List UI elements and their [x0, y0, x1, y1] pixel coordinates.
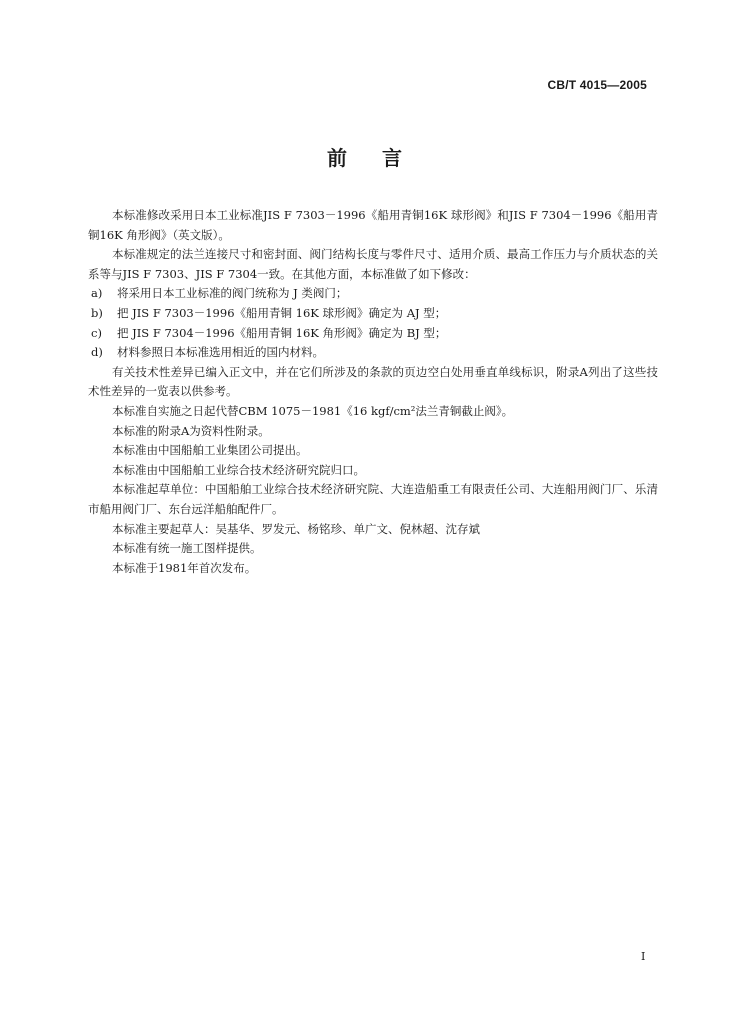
paragraph: 本标准自实施之日起代替CBM 1075－1981《16 kgf/cm²法兰青铜截止阀》。 [112, 403, 514, 418]
list-item-text: 把 JIS F 7303－1996《船用青铜 16K 球形阀》确定为 AJ 型； [117, 305, 447, 320]
paragraph: 本标准的附录A为资料性附录。 [112, 423, 270, 438]
list-item [88, 324, 658, 344]
paragraph: 本标准于1981年首次发布。 [112, 560, 257, 575]
list-item [88, 304, 658, 324]
list-item-label: c) [91, 325, 102, 340]
list-item [88, 284, 658, 304]
page-number: I [641, 950, 646, 963]
paragraph: 本标准由中国船舶工业综合技术经济研究院归口。 [112, 462, 365, 477]
page-title: 前 言 [327, 146, 416, 170]
list-item [88, 343, 658, 363]
paragraph: 本标准修改采用日本工业标准JIS F 7303－1996《船用青铜16K 球形阀》和JIS F 7304－1996《船用青铜16K 角形阀》（英文版）。 [88, 208, 658, 242]
paragraph: 本标准有统一施工图样提供。 [112, 541, 262, 556]
paragraph: 本标准起草单位：中国船舶工业综合技术经济研究院、大连造船重工有限责任公司、大连船用阀门厂、乐清市船用阀门厂、东台远洋船舶配件厂。 [88, 482, 658, 516]
paragraph: 本标准主要起草人：吴基华、罗发元、杨铭珍、单广文、倪林超、沈存斌 [112, 521, 480, 536]
list-item-text: 把 JIS F 7304－1996《船用青铜 16K 角形阀》确定为 BJ 型； [117, 325, 447, 340]
standard-number: CB/T 4015—2005 [547, 78, 647, 92]
foreword-body [88, 206, 658, 578]
list-item-label: b) [91, 305, 103, 320]
paragraph: 本标准由中国船舶工业集团公司提出。 [112, 443, 308, 458]
list-item-text: 将采用日本工业标准的阀门统称为 J 类阀门； [117, 286, 348, 301]
paragraph: 有关技术性差异已编入正文中，并在它们所涉及的条款的页边空白处用垂直单线标识，附录A列出了这些技术性差异的一览表以供参考。 [88, 364, 658, 399]
paragraph: 本标准规定的法兰连接尺寸和密封面、阀门结构长度与零件尺寸、适用介质、最高工作压力与介质状态的关系等与JIS F 7303、JIS F 7304一致。在其他方面，本标准做了如下修改： [88, 247, 658, 281]
list-item-text: 材料参照日本标准选用相近的国内材料。 [117, 345, 324, 360]
list-item-label: a) [91, 286, 103, 301]
list-item-label: d) [91, 345, 103, 360]
